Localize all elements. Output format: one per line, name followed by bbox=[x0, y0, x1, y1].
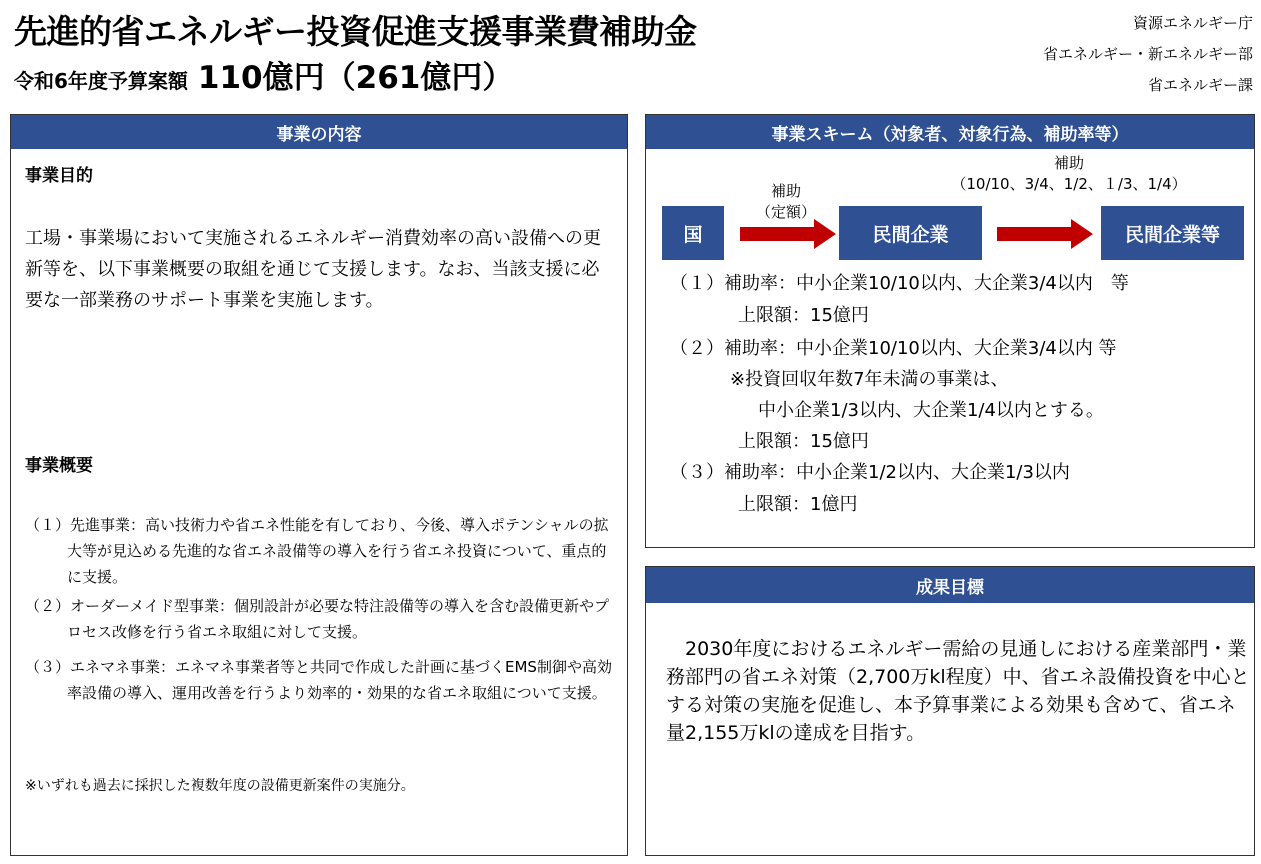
organization-info bbox=[1043, 8, 1253, 101]
overview-item-2: （２）オーダーメイド型事業：個別設計が必要な特注設備等の導入を含む設備更新やプロセス改修を行う省エネ取組に対して支援。 bbox=[25, 597, 609, 641]
rate-line-7: （３）補助率：中小企業1/2以内、大企業1/3以内 bbox=[670, 462, 1070, 483]
arrow-right-icon bbox=[740, 219, 836, 249]
box-private-company: 民間企業 bbox=[839, 206, 982, 260]
arrow-label-top bbox=[899, 153, 1239, 195]
budget-amount: 110億円（261億円） bbox=[197, 60, 514, 96]
outcome-text: 2030年度におけるエネルギー需給の見通しにおける産業部門・業務部門の省エネ対策（2,700万kl程度）中、省エネ設備投資を中心とする対策の実施を促進し、本予算事業による効果も含めて、省エネ量2,155万klの達成を目指す。 bbox=[666, 638, 1250, 744]
arrow1-label-line2: （定額） bbox=[755, 203, 816, 221]
overview-item-3: （３）エネマネ事業：エネマネ事業者等と共同で作成した計画に基づくEMS制御や高効率設備の導入、運用改善を行うより効率的・効果的な省エネ取組について支援。 bbox=[25, 658, 612, 702]
rate-line-4: ※投資回収年数7年未満の事業は、 bbox=[730, 369, 1009, 390]
rate-line-6: 上限額：15億円 bbox=[738, 431, 869, 452]
org-agency: 資源エネルギー庁 bbox=[1132, 14, 1253, 32]
budget-line bbox=[14, 52, 513, 97]
outcome-panel bbox=[645, 566, 1255, 856]
arrow2-label-line2: （10/10、3/4、1/2、１/3、1/4） bbox=[951, 175, 1187, 193]
budget-label: 令和6年度予算案額 bbox=[14, 69, 188, 93]
scheme-panel bbox=[645, 114, 1255, 548]
outcome-panel-heading: 成果目標 bbox=[646, 567, 1254, 603]
rate-line-1: （１）補助率：中小企業10/10以内、大企業3/4以内 等 bbox=[670, 273, 1129, 294]
org-department: 省エネルギー・新エネルギー部 bbox=[1042, 45, 1253, 63]
box-private-company-etc: 民間企業等 bbox=[1101, 206, 1244, 260]
purpose-title: 事業目的 bbox=[25, 166, 93, 186]
rate-line-3: （２）補助率：中小企業10/10以内、大企業3/4以内 等 bbox=[670, 338, 1117, 359]
content-panel bbox=[10, 114, 628, 856]
page-title: 先進的省エネルギー投資促進支援事業費補助金 bbox=[14, 12, 697, 51]
org-division: 省エネルギー課 bbox=[1147, 76, 1253, 94]
arrow1-label-line1: 補助 bbox=[770, 182, 801, 200]
arrow2-label-line1: 補助 bbox=[1053, 154, 1084, 172]
overview-title: 事業概要 bbox=[25, 456, 93, 476]
content-panel-heading: 事業の内容 bbox=[11, 115, 627, 149]
rate-line-8: 上限額：1億円 bbox=[738, 494, 858, 515]
arrow-label-left bbox=[738, 181, 834, 223]
rate-line-5: 中小企業1/3以内、大企業1/4以内とする。 bbox=[758, 400, 1104, 421]
arrow-right-icon bbox=[997, 219, 1093, 249]
purpose-text: 工場・事業場において実施されるエネルギー消費効率の高い設備への更新等を、以下事業概要の取組を通じて支援します。なお、当該支援に必要な一部業務のサポート事業を実施します。 bbox=[25, 228, 601, 311]
overview-item-1: （１）先進事業：高い技術力や省エネ性能を有しており、今後、導入ポテンシャルの拡大等が見込める先進的な省エネ設備等の導入を行う省エネ投資について、重点的に支援。 bbox=[25, 516, 609, 586]
rate-line-2: 上限額：15億円 bbox=[738, 305, 869, 326]
box-country: 国 bbox=[662, 206, 724, 260]
scheme-panel-heading: 事業スキーム（対象者、対象行為、補助率等） bbox=[646, 115, 1254, 149]
overview-note: ※いずれも過去に採択した複数年度の設備更新案件の実施分。 bbox=[25, 778, 415, 794]
